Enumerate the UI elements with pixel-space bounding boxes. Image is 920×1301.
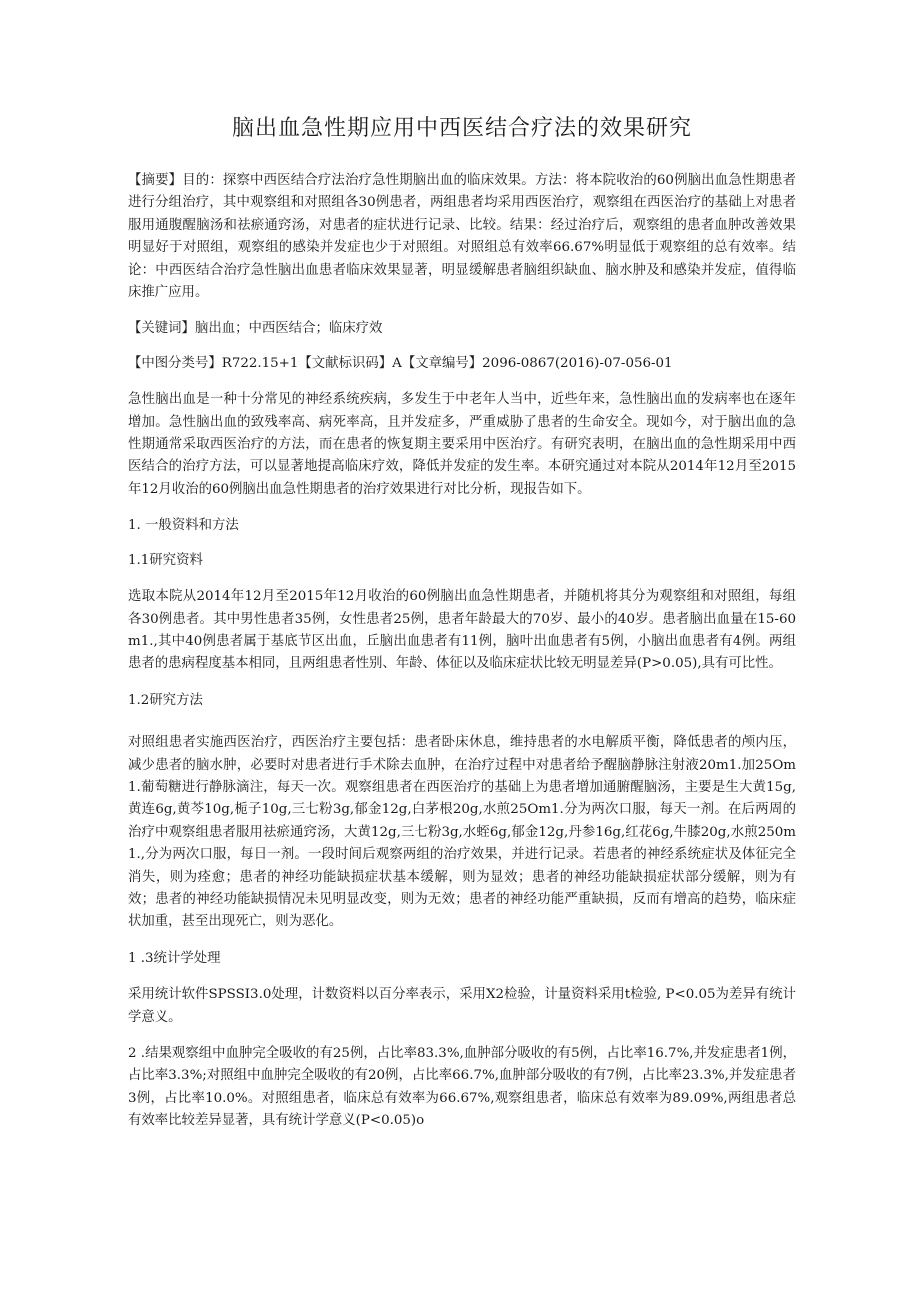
section-1-1-heading: 1.1研究资料 <box>128 552 203 568</box>
section-1-2-heading: 1.2研究方法 <box>128 692 203 708</box>
paper-page <box>128 100 796 1133</box>
section-1-2-text: 对照组患者实施西医治疗，西医治疗主要包括：患者卧床休息，维持患者的水电解质平衡，降低患者的颅内压，减少患者的脑水肿，必要时对患者进行手术除去血肿，在治疗过程中对患者给予醒脑静脉注射液20m1.加25Om1.葡萄糖进行静脉滴注，每天一次。观察组患者在西医治疗的基础上为患者增加通腑醒脑汤，主要是生大黄15g,黄连6g,黄芩10g,栀子10g,三七粉3g,郁金12g,白茅根20g,水煎25Om1.分为两次口服，每天一剂。在后两周的治疗中观察组患者服用祛瘀通窍汤，大黄12g,三七粉3g,水蛭6g,郁金12g,丹参16g,红花6g,牛膝20g,水煎250m1.,分为两次口服，每日一剂。一段时间后观察两组的治疗效果，并进行记录。若患者的神经系统症状及体征完全消失，则为痊愈；患者的神经功能缺损症状基本缓解，则为显效；患者的神经功能缺损症状部分缓解，则为有效；患者的神经功能缺损情况未见明显改变，则为无效；患者的神经功能严重缺损，反而有增高的趋势，临床症状加重，甚至出现死亡，则为恶化。 <box>128 735 796 930</box>
section-2-results: 2 .结果观察组中血肿完全吸收的有25例，占比率83.3%,血肿部分吸收的有5例，占比率16.7%,并发症患者1例，占比率3.3%;对照组中血肿完全吸收的有20例，占比率66.7%,血肿部分吸收的有7例，占比率23.3%,并发症患者3例，占比率10.0%。对照组患者，临床总有效率为66.67%,观察组患者，临床总有效率为89.09%,两组患者总有效率比较差异显著，具有统计学意义(P<0.05)o <box>128 1046 796 1129</box>
introduction: 急性脑出血是一种十分常见的神经系统疾病，多发生于中老年人当中，近些年来，急性脑出血的发病率也在逐年增加。急性脑出血的致残率高、病死率高，且并发症多，严重威胁了患者的生命安全。现如今，对于脑出血的急性期通常采取西医治疗的方法，而在患者的恢复期主要采用中医治疗。有研究表明，在脑出血的急性期采用中西医结合的治疗方法，可以显著地提高临床疗效，降低并发症的发生率。本研究通过对本院从2014年12月至2015年12月收治的60例脑出血急性期患者的治疗效果进行对比分析，现报告如下。 <box>128 392 796 497</box>
classification-line: 【中图分类号】R722.15+1【文献标识码】A【文章编号】2096-0867(2016)-07-056-01 <box>128 355 673 371</box>
paper-title: 脑出血急性期应用中西医结合疗法的效果研究 <box>231 116 692 141</box>
abstract: 【摘要】目的：探察中西医结合疗法治疗急性期脑出血的临床效果。方法：将本院收治的60例脑出血急性期患者进行分组治疗，其中观察组和对照组各30例患者，两组患者均采用西医治疗，观察组在西医治疗的基础上对患者服用通腹醒脑汤和祛瘀通窍汤，对患者的症状进行记录、比较。结果：经过治疗后，观察组的患者血肿改善效果明显好于对照组，观察组的感染并发症也少于对照组。对照组总有效率66.67%明显低于观察组的总有效率。结论：中西医结合治疗急性脑出血患者临床效果显著，明显缓解患者脑组织缺血、脑水肿及和感染并发症，值得临床推广应用。 <box>128 173 796 301</box>
section-1-1-text: 选取本院从2014年12月至2015年12月收治的60例脑出血急性期患者，并随机将其分为观察组和对照组，每组各30例患者。其中男性患者35例，女性患者25例，患者年龄最大的70岁、最小的40岁。患者脑出血量在15-60m1.,其中40例患者属于基底节区出血，丘脑出血患者有11例，脑叶出血患者有5例，小脑出血患者有4例。两组患者的患病程度基本相同，且两组患者性别、年龄、体征以及临床症状比较无明显差异(P>0.05),具有可比性。 <box>128 589 796 672</box>
section-1-3-text: 采用统计软件SPSSI3.0处理，计数资料以百分率表示，采用X2检验，计量资料采用t检验, P<0.05为差异有统计学意义。 <box>128 987 796 1025</box>
section-1-3-heading: 1 .3统计学处理 <box>128 950 221 966</box>
keywords: 【关键词】脑出血；中西医结合；临床疗效 <box>128 321 383 337</box>
section-1-heading: 1. 一般资料和方法 <box>128 518 239 534</box>
